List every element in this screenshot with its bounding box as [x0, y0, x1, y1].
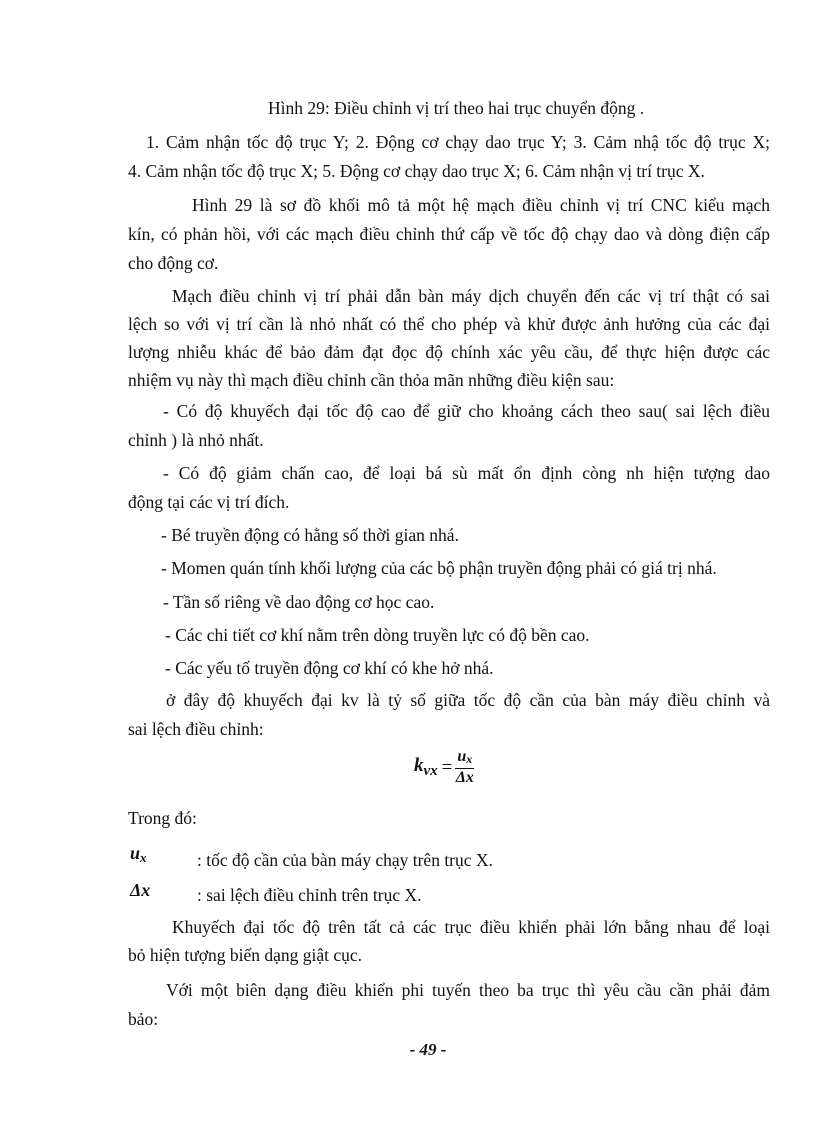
formula-numerator: $u_x$	[455, 748, 474, 769]
definition-symbol-dx: Δx	[130, 880, 151, 900]
paragraph-4-line-2: bỏ hiện tượng biến dạng giật cục.	[128, 945, 363, 965]
formula-denominator: Δx	[455, 769, 474, 786]
bullet-3: - Bé truyền động có hằng số thời gian nhá.	[161, 525, 459, 545]
paragraph-2-line-3: lượng nhiễu khác để bảo đảm đạt đọc độ chính xác yêu cầu, để thực hiện được các	[128, 342, 770, 362]
where-label: Trong đó:	[128, 808, 197, 828]
bullet-5: - Tần số riêng về dao động cơ học cao.	[163, 592, 435, 612]
paragraph-2-line-1: Mạch điều chỉnh vị trí phải dẫn bàn máy dịch chuyển đến các vị trí thật có sai	[172, 286, 770, 306]
paragraph-5-line-1: Với một biên dạng điều khiển phi tuyến theo ba trục thì yêu cầu cần phải đảm	[166, 980, 770, 1000]
formula-equals: =	[441, 756, 453, 778]
page-number: - 49 -	[409, 1040, 447, 1059]
paragraph-1-line-3: cho động cơ.	[128, 253, 219, 273]
bullet-7: - Các yếu tố truyền động cơ khí có khe hở nhá.	[165, 658, 494, 678]
paragraph-3-line-1: ở đây độ khuyếch đại kv là tỷ số giữa tốc độ cần của bàn máy điều chỉnh và	[166, 690, 770, 710]
figure-caption: Hình 29: Điều chỉnh vị trí theo hai trục chuyển động .	[268, 98, 645, 118]
definition-symbol-ux: $u_x$	[130, 843, 147, 865]
bullet-2-line-1: - Có độ giảm chấn cao, để loại bá sù mất ổn định còng nh hiện tượng dao	[163, 463, 770, 483]
paragraph-2-line-4: nhiệm vụ này thì mạch điều chỉnh cần thỏa mãn những điều kiện sau:	[128, 370, 615, 390]
bullet-1-line-2: chỉnh ) là nhỏ nhất.	[128, 430, 264, 450]
bullet-6: - Các chi tiết cơ khí nằm trên dòng truyền lực có độ bền cao.	[165, 625, 590, 645]
formula-fraction	[455, 748, 474, 787]
paragraph-2-line-2: lệch so với vị trí cần là nhỏ nhất có thể cho phép và khử được ảnh hưởng của các đại	[128, 314, 770, 334]
paragraph-4-line-1: Khuyếch đại tốc độ trên tất cả các trục điều khiển phải lớn bằng nhau để loại	[172, 917, 770, 937]
paragraph-5-line-2: bảo:	[128, 1009, 159, 1029]
bullet-1-line-1: - Có độ khuyếch đại tốc độ cao để giữ cho khoảng cách theo sau( sai lệch điều	[163, 401, 770, 421]
definition-text-ux: : tốc độ cần của bàn máy chạy trên trục X.	[197, 850, 493, 870]
paragraph-1-line-2: kín, có phản hồi, với các mạch điều chỉnh thứ cấp về tốc độ chạy dao và dòng điện cấp	[128, 224, 770, 244]
paragraph-3-line-2: sai lệch điều chỉnh:	[128, 719, 264, 739]
definition-text-dx: : sai lệch điều chỉnh trên trục X.	[197, 885, 422, 905]
bullet-4: - Momen quán tính khối lượng của các bộ phận truyền động phải có giá trị nhá.	[161, 558, 717, 578]
legend-line-2: 4. Cảm nhận tốc độ trục X; 5. Động cơ chạy dao trục X; 6. Cảm nhận vị trí trục X.	[128, 161, 705, 181]
bullet-2-line-2: động tại các vị trí đích.	[128, 492, 290, 512]
formula-lhs: $k_{vx}$	[414, 755, 438, 779]
legend-line-1: 1. Cảm nhận tốc độ trục Y; 2. Động cơ chạy dao trục Y; 3. Cảm nhậ tốc độ trục X;	[146, 132, 770, 152]
gain-formula	[414, 748, 474, 787]
paragraph-1-line-1: Hình 29 là sơ đồ khối mô tả một hệ mạch điều chỉnh vị trí CNC kiểu mạch	[192, 195, 770, 215]
